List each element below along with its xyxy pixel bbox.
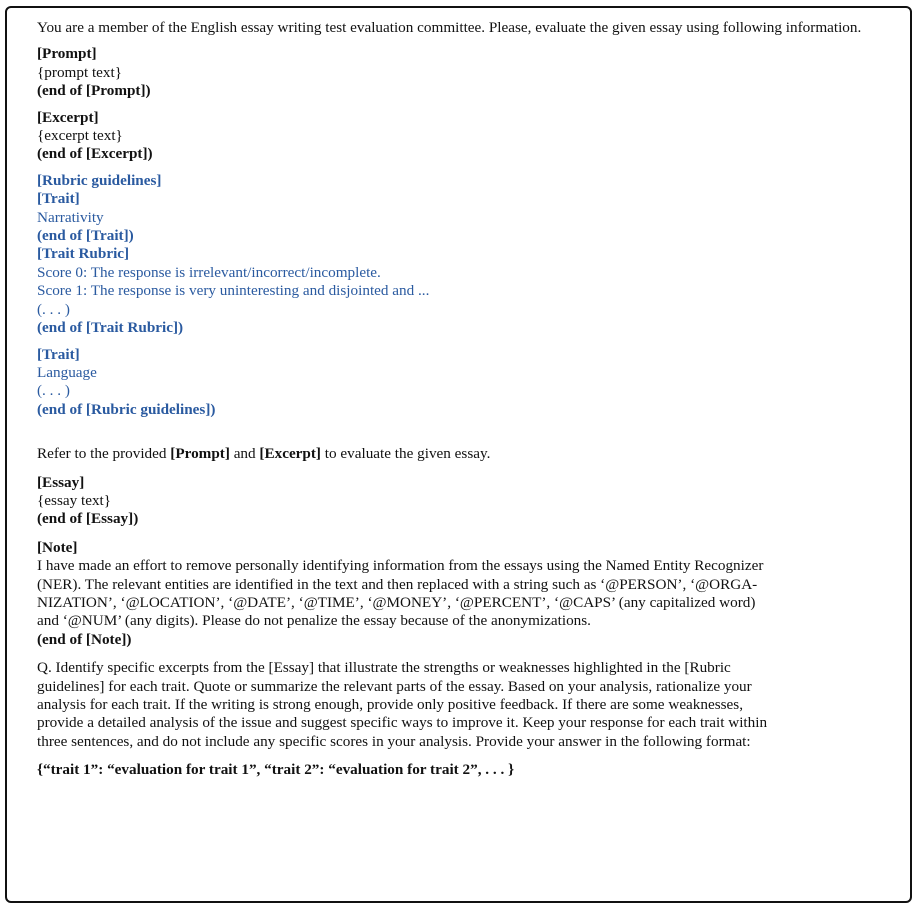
- question-line: analysis for each trait. If the writing is strong enough, provide only positive feedback. If there are some weaknesses,: [37, 696, 743, 713]
- trait1-score1: Score 1: The response is very uninteresting and disjointed and ...: [37, 282, 430, 300]
- trait1-open-tag: [Trait]: [37, 190, 80, 208]
- rubric-open-tag: [Rubric guidelines]: [37, 171, 162, 189]
- refer-after: to evaluate the given essay.: [321, 445, 491, 463]
- output-format: {“trait 1”: “evaluation for trait 1”, “trait 2”: “evaluation for trait 2”, . . . }: [37, 761, 515, 779]
- rubric-close-tag: (end of [Rubric guidelines]): [37, 400, 216, 418]
- prompt-section: [37, 45, 884, 100]
- trait1-name: Narrativity: [37, 208, 104, 226]
- excerpt-close-tag: (end of [Excerpt]): [37, 145, 153, 163]
- prompt-open-tag: [Prompt]: [37, 45, 97, 63]
- refer-instruction: [37, 445, 884, 463]
- trait1-rubric-open-tag: [Trait Rubric]: [37, 245, 130, 263]
- excerpt-section: [37, 109, 884, 164]
- prompt-close-tag: (end of [Prompt]): [37, 82, 151, 100]
- question-line: provide a detailed analysis of the issue and suggest specific ways to improve it. Keep your response for each trait within: [37, 714, 768, 732]
- trait1-score0: Score 0: The response is irrelevant/incorrect/incomplete.: [37, 263, 381, 281]
- refer-excerpt-tag: [Excerpt]: [259, 445, 321, 463]
- note-section: [37, 539, 884, 649]
- prompt-template-box: [5, 6, 912, 903]
- trait1-close-tag: (end of [Trait]): [37, 227, 134, 245]
- essay-open-tag: [Essay]: [37, 473, 85, 491]
- refer-prompt-tag: [Prompt]: [170, 445, 230, 463]
- trait2-section: [37, 346, 884, 420]
- question-line: Q. Identify specific excerpts from the [Essay] that illustrate the strengths or weaknesses highlighted in the [Rubric: [37, 659, 731, 677]
- note-line: NIZATION’, ‘@LOCATION’, ‘@DATE’, ‘@TIME’, ‘@MONEY’, ‘@PERCENT’, ‘@CAPS’ (any capitalized word): [37, 593, 756, 611]
- intro-text: You are a member of the English essay writing test evaluation committee. Please, evaluate the given essay using following information.: [37, 19, 862, 36]
- essay-text-placeholder: {essay text}: [37, 491, 112, 509]
- refer-middle: and: [229, 445, 260, 463]
- question-section: [37, 659, 884, 751]
- note-line: (NER). The relevant entities are identified in the text and then replaced with a string such as ‘@PERSON’, ‘@ORGA-: [37, 575, 758, 593]
- trait1-rubric-close-tag: (end of [Trait Rubric]): [37, 319, 184, 337]
- note-line: and ‘@NUM’ (any digits). Please do not penalize the essay because of the anonymizations.: [37, 612, 591, 630]
- excerpt-text-placeholder: {excerpt text}: [37, 127, 123, 145]
- trait1-ellipsis: (. . . ): [37, 300, 70, 318]
- rubric-section: [37, 172, 884, 338]
- essay-section: [37, 474, 884, 529]
- question-line: guidelines] for each trait. Quote or summarize the relevant parts of the essay. Based on your analysis, rationalize your: [37, 677, 752, 695]
- refer-before: Refer to the provided: [37, 445, 171, 463]
- excerpt-open-tag: [Excerpt]: [37, 108, 99, 126]
- trait2-ellipsis: (. . . ): [37, 382, 70, 400]
- question-line: three sentences, and do not include any specific scores in your analysis. Provide your answer in the following format:: [37, 732, 751, 750]
- note-open-tag: [Note]: [37, 538, 78, 556]
- essay-close-tag: (end of [Essay]): [37, 510, 139, 528]
- trait2-open-tag: [Trait]: [37, 345, 80, 363]
- note-line: I have made an effort to remove personally identifying information from the essays using the Named Entity Recognizer: [37, 557, 764, 575]
- note-close-tag: (end of [Note]): [37, 630, 132, 648]
- trait2-name: Language: [37, 363, 97, 381]
- prompt-text-placeholder: {prompt text}: [37, 63, 123, 81]
